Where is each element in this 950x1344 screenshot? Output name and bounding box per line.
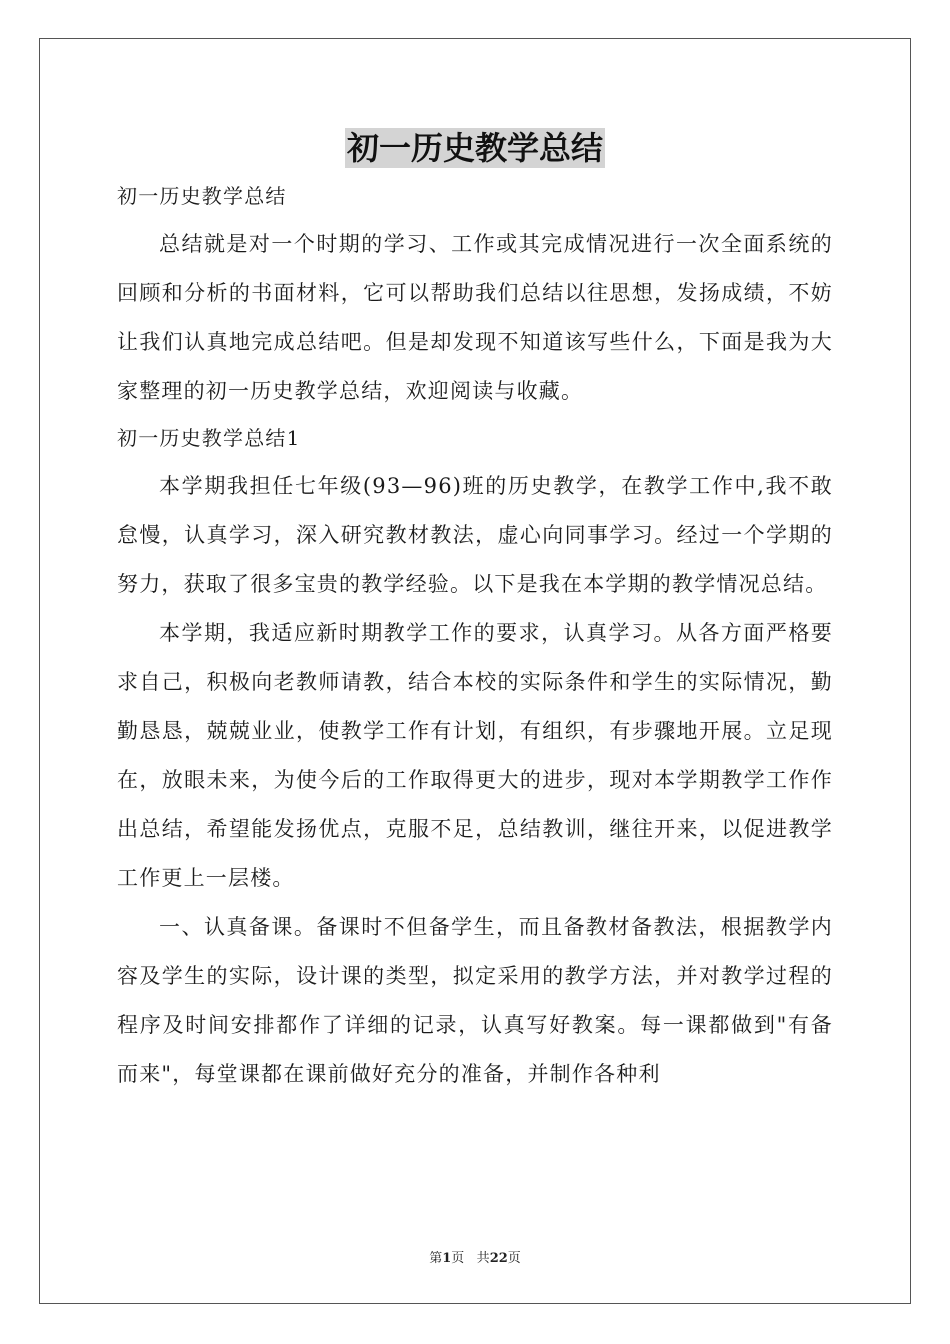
section-paragraph-1: 本学期我担任七年级(93—96)班的历史教学，在教学工作中,我不敢怠慢，认真学习，深入研究教材教法，虚心向同事学习。经过一个学期的努力，获取了很多宝贵的教学经验。以下是我在本学期的教学情况总结。 [117, 474, 833, 596]
section-paragraph-2: 本学期，我适应新时期教学工作的要求，认真学习。从各方面严格要求自己，积极向老教师请教，结合本校的实际条件和学生的实际情况，勤勤恳恳，兢兢业业，使教学工作有计划，有组织，有步骤地开展。立足现在，放眼未来，为使今后的工作取得更大的进步，现对本学期教学工作作出总结，希望能发扬优点，克服不足，总结教训，继往开来，以促进教学工作更上一层楼。 [117, 621, 833, 890]
footer-total-prefix: 共 [476, 1251, 490, 1266]
intro-paragraph: 总结就是对一个时期的学习、工作或其完成情况进行一次全面系统的回顾和分析的书面材料，它可以帮助我们总结以往思想，发扬成绩，不妨让我们认真地完成总结吧。但是却发现不知道该写些什么，下面是我为大家整理的初一历史教学总结，欢迎阅读与收藏。 [117, 232, 833, 403]
page-footer [0, 1247, 950, 1266]
footer-prefix: 第 [429, 1251, 443, 1266]
section-heading: 初一历史教学总结1 [117, 426, 301, 450]
document-body [117, 176, 833, 1099]
document-title: 初一历史教学总结 [346, 129, 603, 167]
footer-total-suffix: 页 [507, 1251, 521, 1266]
section-paragraph-3: 一、认真备课。备课时不但备学生，而且备教材备教法，根据教学内容及学生的实际，设计课的类型，拟定采用的教学方法，并对教学过程的程序及时间安排都作了详细的记录，认真写好教案。每一课都做到"有备而来"，每堂课都在课前做好充分的准备，并制作各种利 [117, 915, 833, 1086]
current-page-number: 1 [442, 1251, 452, 1266]
footer-page-word: 页 [451, 1251, 465, 1266]
title-area [0, 128, 950, 168]
subtitle: 初一历史教学总结 [117, 184, 287, 208]
total-pages-number: 22 [489, 1251, 508, 1266]
